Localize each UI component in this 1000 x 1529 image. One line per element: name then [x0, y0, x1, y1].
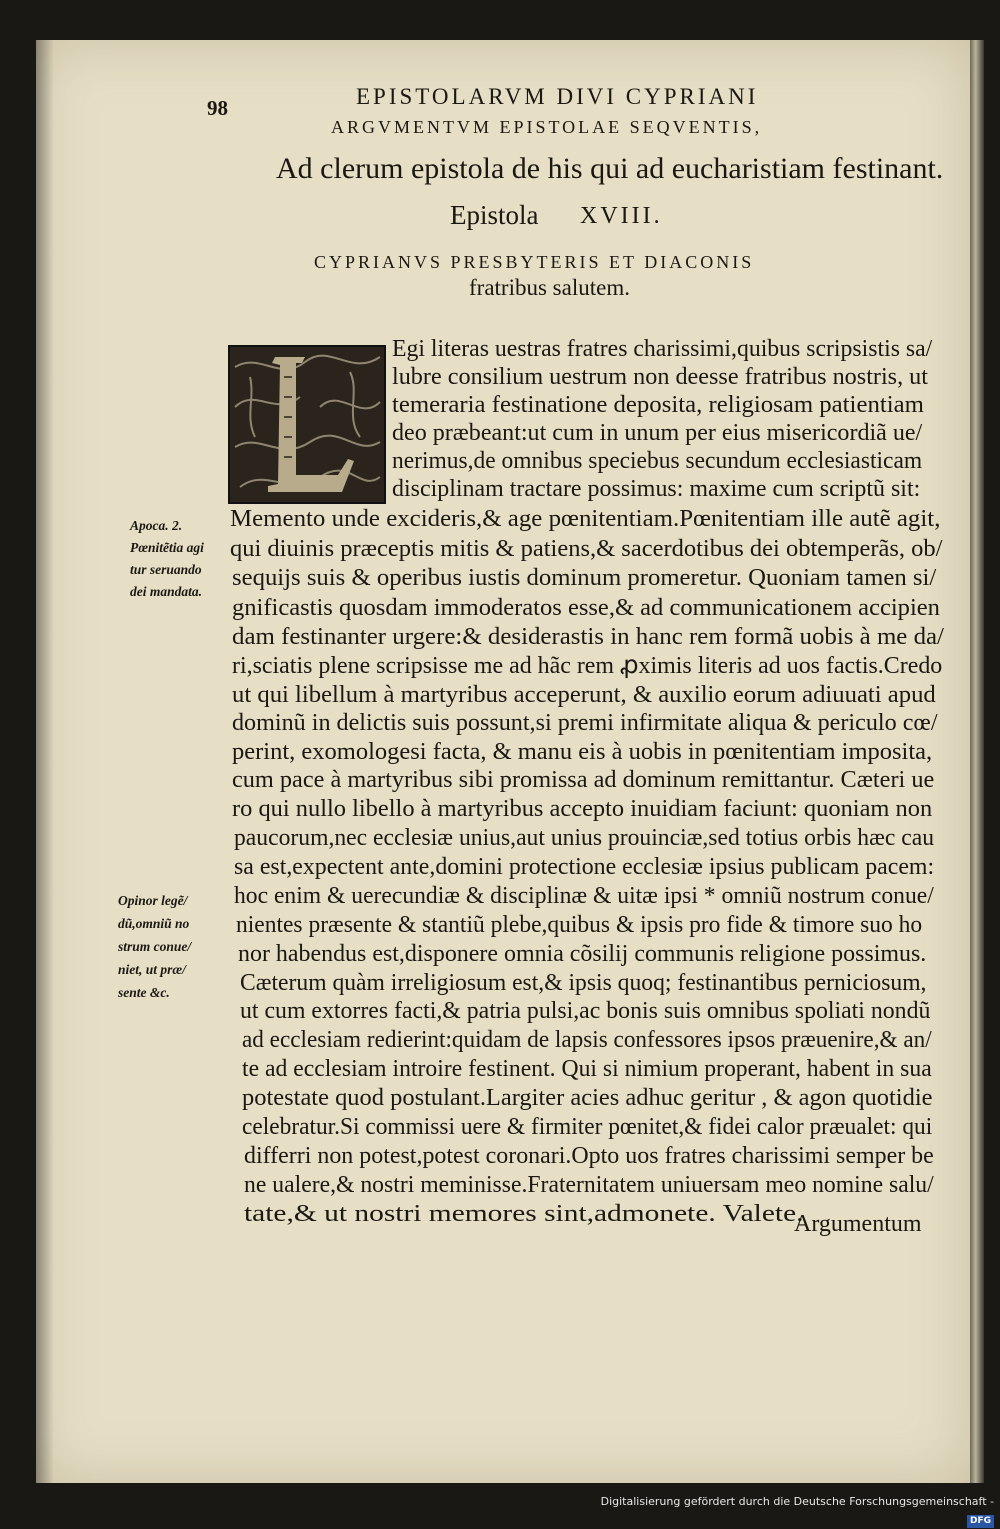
margin-note-line: strum conue/	[118, 939, 192, 954]
margin-note-line: dei mandata.	[130, 584, 203, 599]
argument-label: ARGVMENTVM EPISTOLAE SEQVENTIS,	[331, 117, 763, 137]
text-line: ad ecclesiam redierint:quidam de lapsis confessores ipsos præuenire,& an/	[242, 1026, 932, 1053]
text-line: perint, exomologesi facta, & manu eis à uobis in pœnitentiam imposita,	[232, 738, 933, 765]
epistola-number: XVIII.	[580, 203, 663, 229]
margin-note-line: Pœnitẽtia agi	[130, 540, 204, 555]
text-line: qui diuinis præceptis mitis & patiens,& sacerdotibus dei obtemperãs, ob/	[230, 535, 943, 562]
margin-note-line: dũ,omniũ no	[118, 916, 190, 931]
text-line: ri,sciatis plene scripsisse me ad hãc rem ꝓximis literis ad uos factis.Credo	[232, 652, 943, 679]
text-line: nor habendus est,disponere omnia cõsilij communis religione possimus.	[238, 940, 927, 967]
text-line: dam festinanter urgere:& desiderastis in hanc rem formã uobis à me da/	[232, 623, 944, 650]
text-line: Cæterum quàm irreligiosum est,& ipsis quoq; festinantibus perniciosum,	[240, 969, 927, 996]
decorated-initial-icon	[230, 347, 384, 502]
page-edge	[970, 40, 984, 1483]
footer-text: Digitalisierung gefördert durch die Deutsche Forschungsgemeinschaft -	[600, 1495, 994, 1508]
digitization-footer	[600, 1493, 1000, 1526]
text-line: tate,& ut nostri memores sint,admonete. Valete.	[244, 1200, 804, 1227]
dfg-logo-icon: DFG	[967, 1515, 994, 1528]
text-line: temeraria festinatione deposita, religiosam patientiam	[392, 391, 924, 418]
margin-note-line: tur seruando	[130, 562, 202, 577]
page-number: 98	[207, 96, 228, 120]
text-line: differri non potest,potest coronari.Opto uos fratres charissimi semper be	[244, 1142, 934, 1169]
text-line: paucorum,nec ecclesiæ unius,aut unius prouinciæ,sed totius orbis hæc cau	[234, 824, 935, 851]
epistle-title: Ad clerum epistola de his qui ad eucharistiam festinant.	[276, 152, 944, 185]
text-line: nientes præsente & stantiũ plebe,quibus & ipsis pro fide & timore suo ho	[236, 911, 923, 938]
salutation-line-2: fratribus salutem.	[469, 275, 630, 300]
margin-note-line: Apoca. 2.	[130, 518, 183, 533]
text-line: ro qui nullo libello à martyribus accepto inuidiam faciunt: quoniam non	[232, 795, 933, 822]
text-line: deo præbeant:ut cum in unum per eius misericordiã ue/	[392, 419, 923, 446]
text-line: potestate quod postulant.Largiter acies adhuc geritur , & agon quotidie	[242, 1084, 933, 1111]
running-head: EPISTOLARVM DIVI CYPRIANI	[356, 84, 759, 109]
text-line: Memento unde excideris,& age pœnitentiam.Pœnitentiam ille autẽ agit,	[230, 505, 941, 532]
text-line: ne ualere,& nostri meminisse.Fraternitatem uniuersam meo nomine salu/	[244, 1171, 934, 1198]
text-line: ut cum extorres facti,& patria pulsi,ac bonis suis omnibus spoliati nondũ	[240, 997, 931, 1024]
text-line: gnificastis quosdam immoderatos esse,& ad communicationem accipien	[232, 594, 940, 621]
text-line: hoc enim & uerecundiæ & disciplinæ & uitæ ipsi * omniũ nostrum conue/	[234, 882, 934, 909]
margin-note-line: sente &c.	[118, 985, 170, 1000]
decorated-initial	[228, 345, 386, 504]
epistola-label: Epistola	[450, 200, 539, 230]
text-line: cum pace à martyribus sibi promissa ad dominum remittantur. Cæteri ue	[232, 766, 935, 793]
text-line: nerimus,de omnibus speciebus secundum ecclesiasticam	[392, 447, 923, 474]
margin-note-line: Opinor legẽ/	[118, 893, 188, 908]
catchword: Argumentum	[794, 1211, 922, 1237]
text-line: Egi literas uestras fratres charissimi,quibus scripsistis sa/	[392, 335, 933, 362]
text-line: dominũ in delictis suis possunt,si premi infirmitate aliqua & periculo cœ/	[232, 709, 938, 736]
text-line: celebratur.Si commissi uere & firmiter pœnitet,& fidei calor præualet: qui	[242, 1113, 933, 1140]
text-line: sa est,expectent ante,domini protectione ecclesiæ ipsius publicam pacem:	[234, 853, 935, 880]
text-line: te ad ecclesiam introire festinent. Qui si nimium properant, habent in sua	[242, 1055, 932, 1082]
salutation-line-1: CYPRIANVS PRESBYTERIS ET DIACONIS	[314, 252, 755, 272]
text-line: disciplinam tractare possimus: maxime cum scriptũ sit:	[392, 475, 921, 502]
margin-note-line: niet, ut præ/	[118, 962, 186, 977]
text-line: sequijs suis & operibus iustis dominum promeretur. Quoniam tamen si/	[232, 564, 937, 591]
text-line: lubre consilium uestrum non deesse fratribus nostris, ut	[392, 363, 928, 390]
gutter-shadow	[36, 40, 54, 1483]
text-line: ut qui libellum à martyribus acceperunt, & auxilio eorum adiuuati apud	[232, 681, 936, 708]
